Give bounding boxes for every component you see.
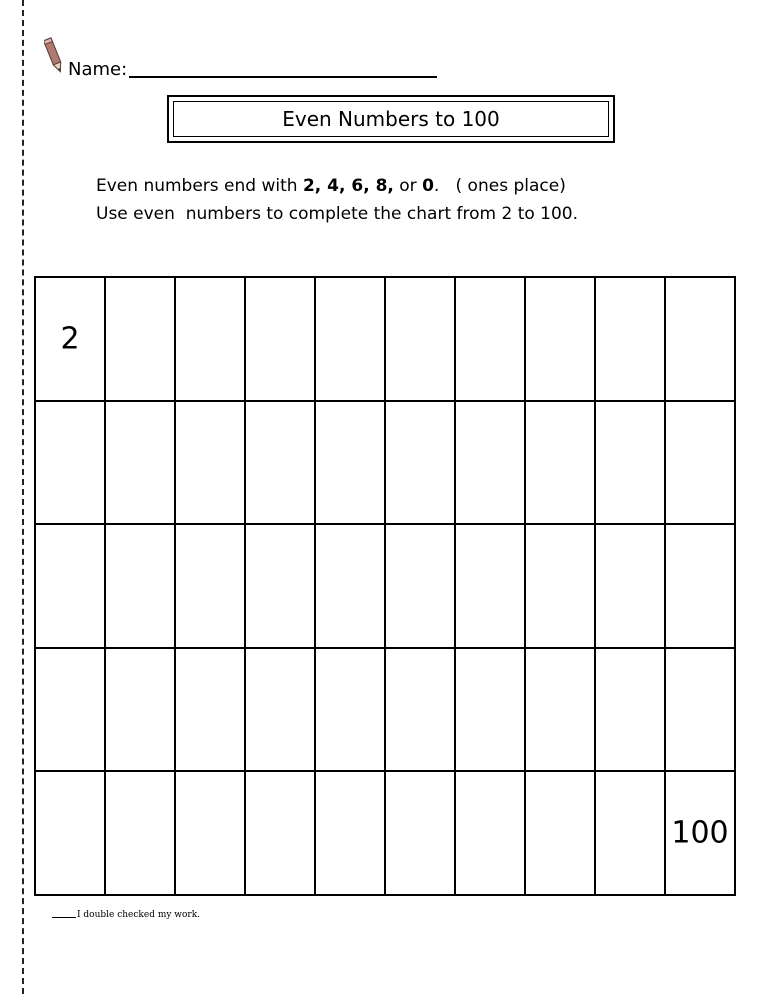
footer-blank-line[interactable] xyxy=(52,917,76,918)
chart-cell[interactable] xyxy=(246,525,316,649)
chart-cell[interactable] xyxy=(246,772,316,896)
title-box xyxy=(167,95,615,143)
chart-cell[interactable] xyxy=(526,772,596,896)
chart-cell[interactable] xyxy=(596,402,666,526)
name-label: Name: xyxy=(68,59,128,80)
chart-cell-number: 2 xyxy=(60,321,80,357)
page-margin-line xyxy=(22,0,24,994)
name-field[interactable] xyxy=(68,58,437,80)
chart-cell[interactable] xyxy=(176,278,246,402)
chart-cell[interactable] xyxy=(386,278,456,402)
chart-cell[interactable] xyxy=(316,525,386,649)
footer-text: I double checked my work. xyxy=(77,910,201,920)
chart-cell[interactable] xyxy=(456,402,526,526)
even-numbers-chart xyxy=(34,276,736,896)
chart-cell[interactable] xyxy=(246,402,316,526)
chart-cell[interactable] xyxy=(36,278,106,402)
chart-cell[interactable] xyxy=(456,649,526,773)
chart-cell[interactable] xyxy=(386,525,456,649)
chart-cell[interactable] xyxy=(106,402,176,526)
chart-cell[interactable] xyxy=(666,525,736,649)
chart-cell[interactable] xyxy=(456,525,526,649)
chart-cell[interactable] xyxy=(386,402,456,526)
chart-cell[interactable] xyxy=(666,772,736,896)
chart-cell[interactable] xyxy=(666,649,736,773)
chart-cell[interactable] xyxy=(596,649,666,773)
chart-cell[interactable] xyxy=(526,649,596,773)
zero-digit: 0 xyxy=(422,176,434,196)
chart-cell[interactable] xyxy=(316,402,386,526)
chart-cell[interactable] xyxy=(456,278,526,402)
instructions xyxy=(96,172,578,228)
chart-cell[interactable] xyxy=(316,649,386,773)
chart-cell[interactable] xyxy=(596,278,666,402)
instruction-line-1: Even numbers end with 2, 4, 6, 8, or 0. ( ones place) xyxy=(96,176,566,196)
name-blank-line[interactable] xyxy=(129,76,437,78)
instruction-line-2: Use even numbers to complete the chart from 2 to 100. xyxy=(96,204,579,224)
chart-cell[interactable] xyxy=(176,525,246,649)
chart-cell[interactable] xyxy=(526,525,596,649)
page-title: Even Numbers to 100 xyxy=(173,101,609,137)
chart-cell[interactable] xyxy=(36,525,106,649)
chart-cell[interactable] xyxy=(246,278,316,402)
chart-cell[interactable] xyxy=(386,649,456,773)
chart-cell[interactable] xyxy=(106,649,176,773)
chart-cell[interactable] xyxy=(106,772,176,896)
chart-cell[interactable] xyxy=(596,772,666,896)
chart-cell-number: 100 xyxy=(671,815,729,851)
chart-cell[interactable] xyxy=(526,402,596,526)
chart-cell[interactable] xyxy=(526,278,596,402)
chart-cell[interactable] xyxy=(316,772,386,896)
chart-cell[interactable] xyxy=(456,772,526,896)
footer-checkbox-line xyxy=(52,910,200,920)
chart-cell[interactable] xyxy=(596,525,666,649)
chart-cell[interactable] xyxy=(176,772,246,896)
chart-cell[interactable] xyxy=(36,649,106,773)
chart-cell[interactable] xyxy=(316,278,386,402)
chart-cell[interactable] xyxy=(666,402,736,526)
chart-cell[interactable] xyxy=(246,649,316,773)
chart-cell[interactable] xyxy=(386,772,456,896)
chart-cell[interactable] xyxy=(666,278,736,402)
chart-cell[interactable] xyxy=(106,525,176,649)
chart-cell[interactable] xyxy=(176,649,246,773)
even-digits: 2, 4, 6, 8, xyxy=(302,176,394,196)
chart-cell[interactable] xyxy=(36,772,106,896)
chart-cell[interactable] xyxy=(36,402,106,526)
chart-cell[interactable] xyxy=(176,402,246,526)
chart-cell[interactable] xyxy=(106,278,176,402)
pencil-icon xyxy=(44,36,64,76)
